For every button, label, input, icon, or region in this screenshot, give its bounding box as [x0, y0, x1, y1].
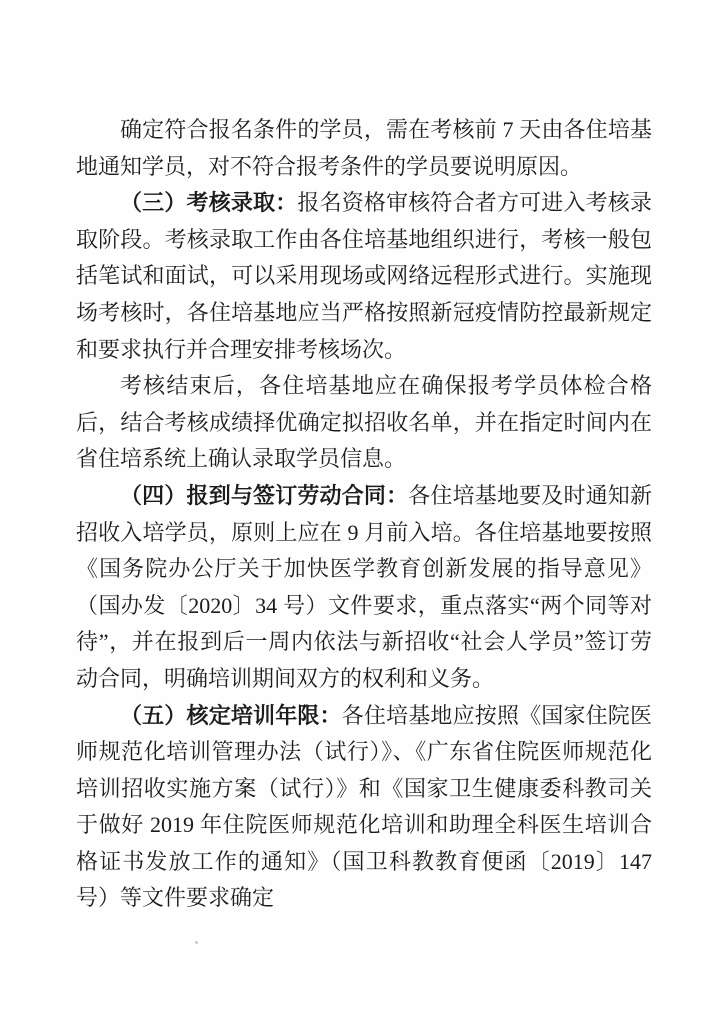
paragraph-label: （四）报到与签订劳动合同：: [120, 482, 409, 508]
paragraph: [76, 698, 652, 918]
paragraph: [76, 368, 652, 478]
paragraph-text: 考核结束后，各住培基地应在确保报考学员体检合格后，结合考核成绩择优确定拟招收名单，并在指定时间内在省住培系统上确认录取学员信息。: [76, 373, 652, 472]
paragraph: [76, 112, 652, 185]
paragraph-label: （五）核定培训年限：: [120, 702, 342, 728]
document-body: [76, 112, 652, 917]
paragraph-text: 各住培基地要及时通知新招收入培学员，原则上应在 9 月前入培。各住培基地要按照《国务院办公厅关于加快医学教育创新发展的指导意见》（国办发〔2020〕34 号）文件要求，重点落实“两个同等对待”，并在报到后一周内依法与新招收“社会人学员”签订劳动合同，明确培训期间双方的权利和义务。: [76, 482, 652, 691]
paragraph: [76, 185, 652, 368]
paragraph-text: 报名资格审核符合者方可进入考核录取阶段。考核录取工作由各住培基地组织进行，考核一般包括笔试和面试，可以采用现场或网络远程形式进行。实施现场考核时，各住培基地应当严格按照新冠疫情防控最新规定和要求执行并合理安排考核场次。: [76, 190, 652, 362]
paragraph-text: 确定符合报名条件的学员，需在考核前 7 天由各住培基地通知学员，对不符合报考条件的学员要说明原因。: [76, 117, 652, 179]
scan-artifact-dot: [195, 941, 198, 944]
paragraph: [76, 478, 652, 698]
paragraph-label: （三）考核录取：: [120, 190, 298, 216]
paragraph-text: 各住培基地应按照《国家住院医师规范化培训管理办法（试行）》、《广东省住院医师规范化培训招收实施方案（试行）》和《国家卫生健康委科教司关于做好 2019 年住院医师规范化培训和助理全科医生培训合格证书发放工作的通知》（国卫科教教育便函〔2019〕147 号）等文件要求确定: [76, 702, 652, 911]
